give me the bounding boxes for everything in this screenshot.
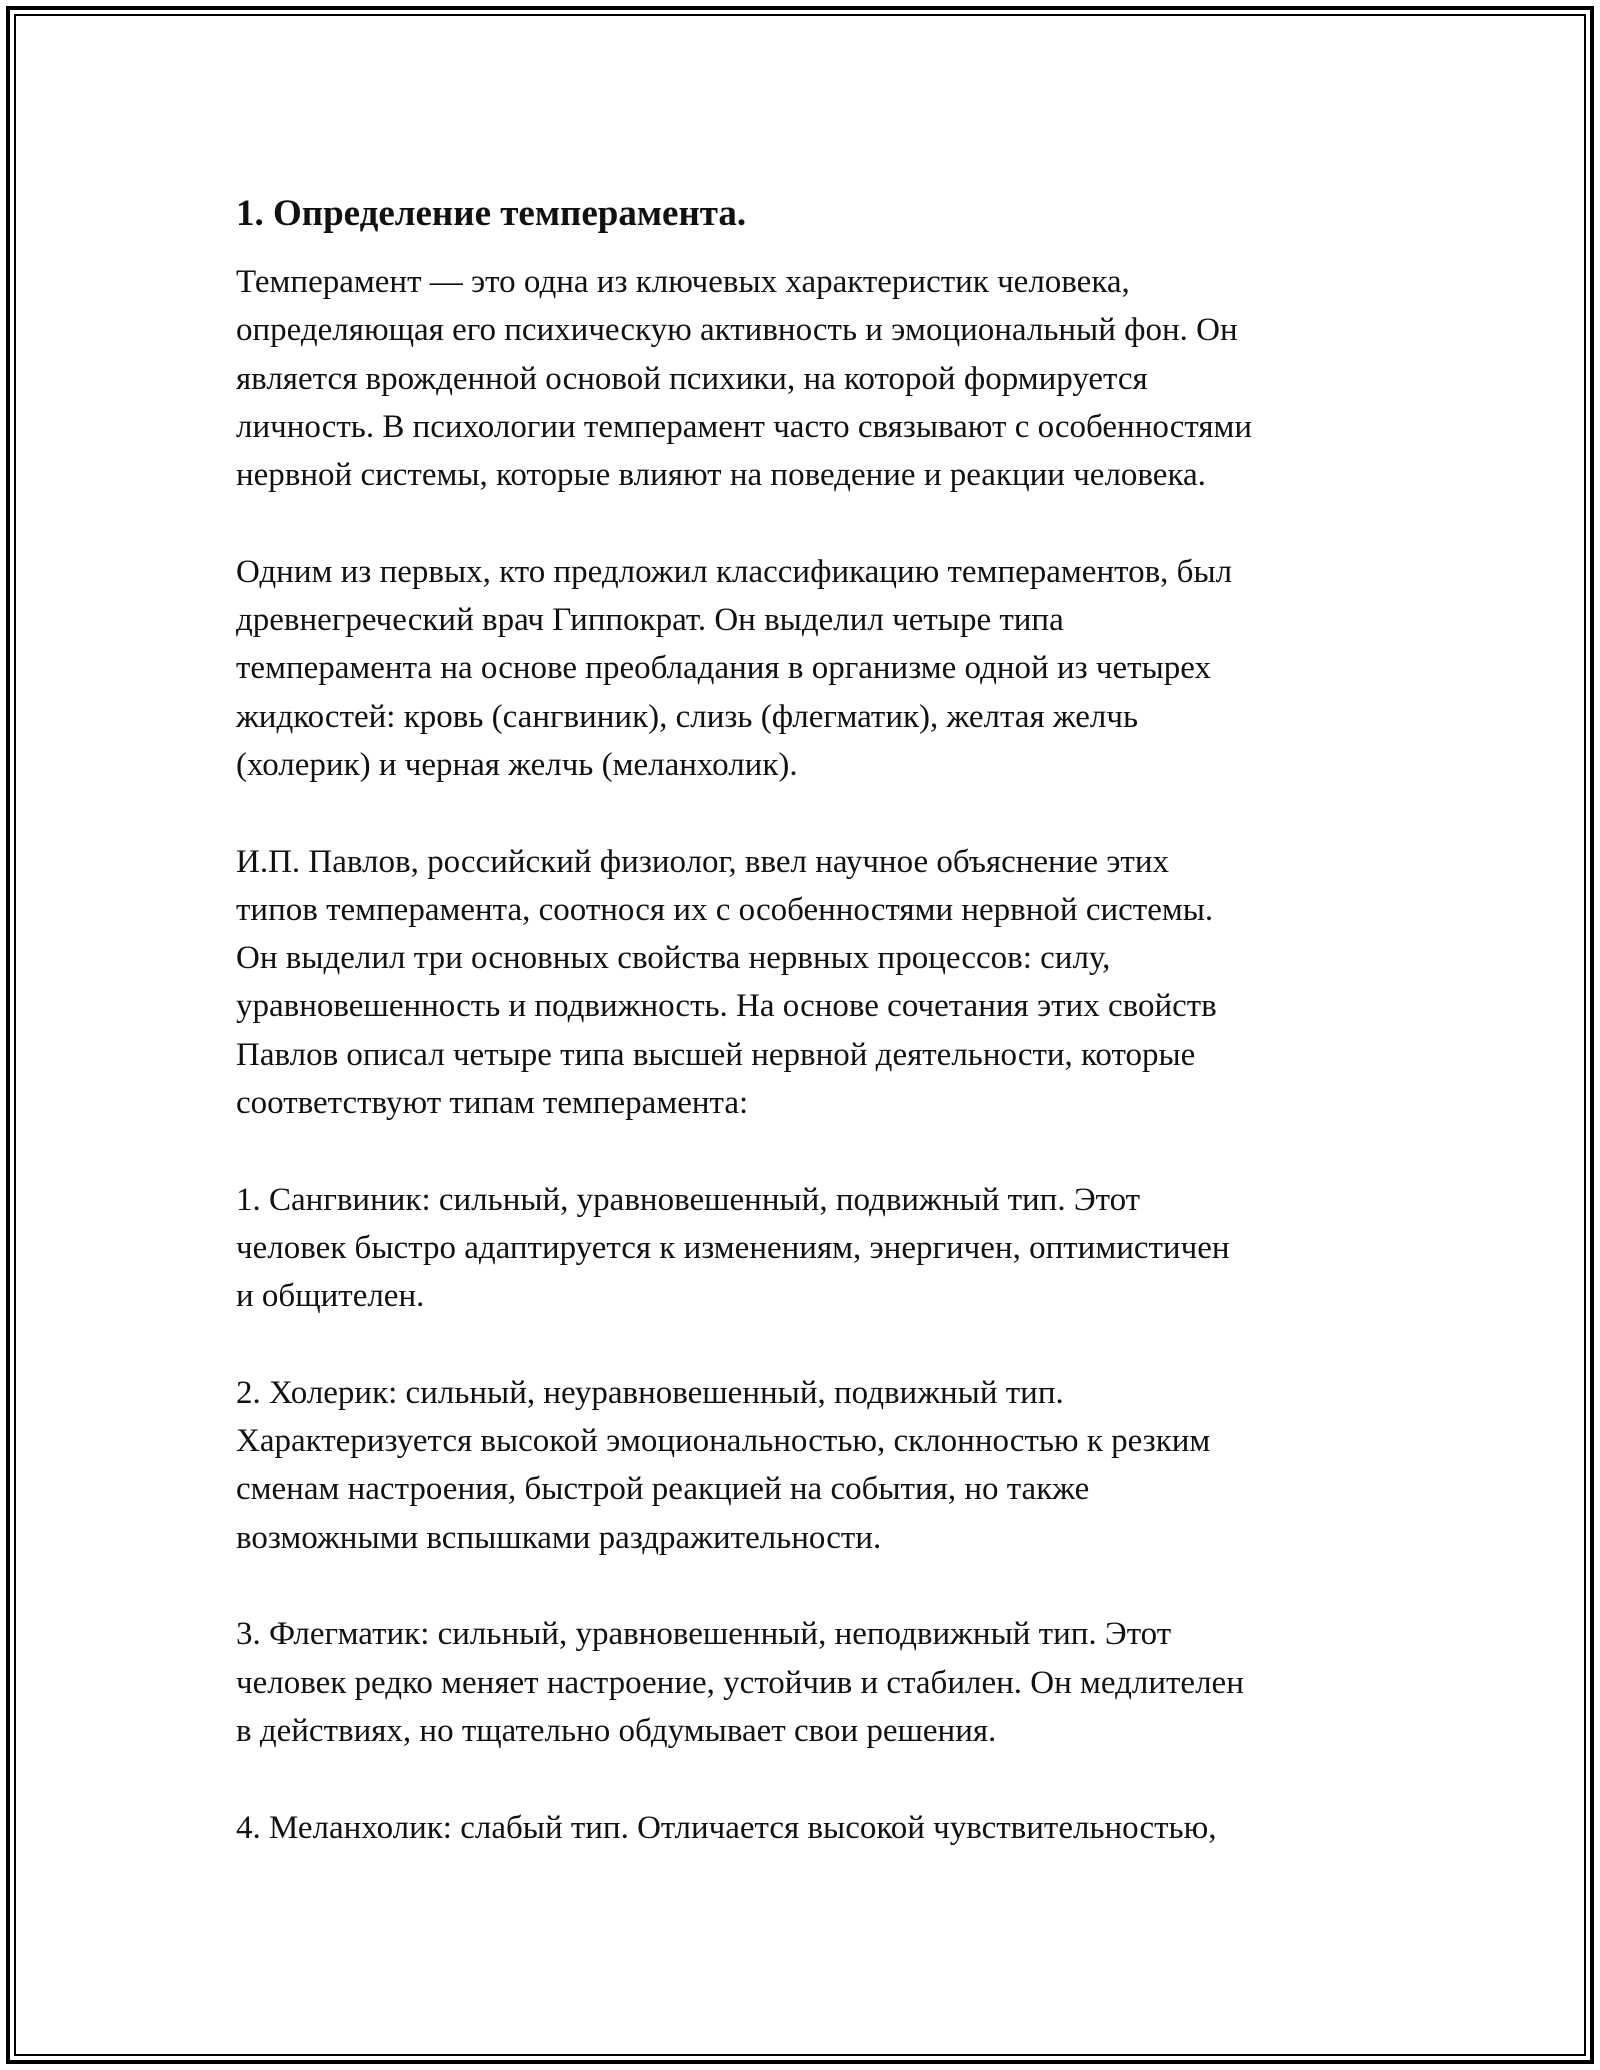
text-line: является врожденной основой психики, на которой формируется [236, 360, 1148, 397]
text-line: Павлов описал четыре типа высшей нервной деятельности, которые [236, 1036, 1196, 1073]
text-line: темперамента на основе преобладания в организме одной из четырех [236, 650, 1211, 687]
text-line: нервной системы, которые влияют на поведение и реакции человека. [236, 457, 1206, 494]
list-item-choleric [236, 1369, 1386, 1562]
text-line: древнегреческий врач Гиппократ. Он выделил четыре типа [236, 602, 1064, 639]
text-line: и общителен. [236, 1278, 425, 1315]
paragraph-intro [236, 258, 1386, 499]
text-line: сменам настроения, быстрой реакцией на события, но также [236, 1471, 1090, 1508]
text-line: типов темперамента, соотнося их с особенностями нервной системы. [236, 891, 1214, 928]
text-line: уравновешенность и подвижность. На основе сочетания этих свойств [236, 988, 1217, 1025]
section-heading: 1. Определение темперамента. [236, 193, 747, 234]
paragraph-hippocrates [236, 548, 1386, 789]
text-line: личность. В психологии темперамент часто связывают с особенностями [236, 408, 1253, 445]
text-line: 4. Меланхолик: слабый тип. Отличается высокой чувствительностью, [236, 1809, 1217, 1846]
text-line: соответствуют типам темперамента: [236, 1085, 749, 1122]
text-line: человек редко меняет настроение, устойчив и стабилен. Он медлителен [236, 1664, 1244, 1701]
text-line: 1. Сангвиник: сильный, уравновешенный, подвижный тип. Этот [236, 1181, 1141, 1218]
text-line: Он выделил три основных свойства нервных процессов: силу, [236, 940, 1111, 977]
text-line: 2. Холерик: сильный, неуравновешенный, подвижный тип. [236, 1374, 1064, 1411]
list-item-phlegmatic [236, 1610, 1386, 1755]
text-line: возможными вспышками раздражительности. [236, 1519, 882, 1556]
text-line: в действиях, но тщательно обдумывает свои решения. [236, 1712, 997, 1749]
text-line: Одним из первых, кто предложил классификацию темпераментов, был [236, 553, 1233, 590]
text-line: жидкостей: кровь (сангвиник), слизь (флегматик), желтая желчь [236, 698, 1139, 735]
text-line: Темперамент — это одна из ключевых характеристик человека, [236, 264, 1130, 300]
text-line: человек быстро адаптируется к изменениям, энергичен, оптимистичен [236, 1229, 1230, 1266]
list-item-sanguine [236, 1176, 1386, 1321]
text-line: определяющая его психическую активность и эмоциональный фон. Он [236, 312, 1238, 349]
text-line: (холерик) и черная желчь (меланхолик). [236, 746, 798, 783]
document-body [236, 186, 1386, 1900]
text-line: И.П. Павлов, российский физиолог, ввел научное объяснение этих [236, 843, 1170, 880]
text-line: Характеризуется высокой эмоциональностью, склонностью к резким [236, 1423, 1211, 1460]
text-line: 3. Флегматик: сильный, уравновешенный, неподвижный тип. Этот [236, 1616, 1172, 1653]
paragraph-pavlov [236, 838, 1386, 1128]
list-item-melancholic [236, 1804, 1386, 1852]
